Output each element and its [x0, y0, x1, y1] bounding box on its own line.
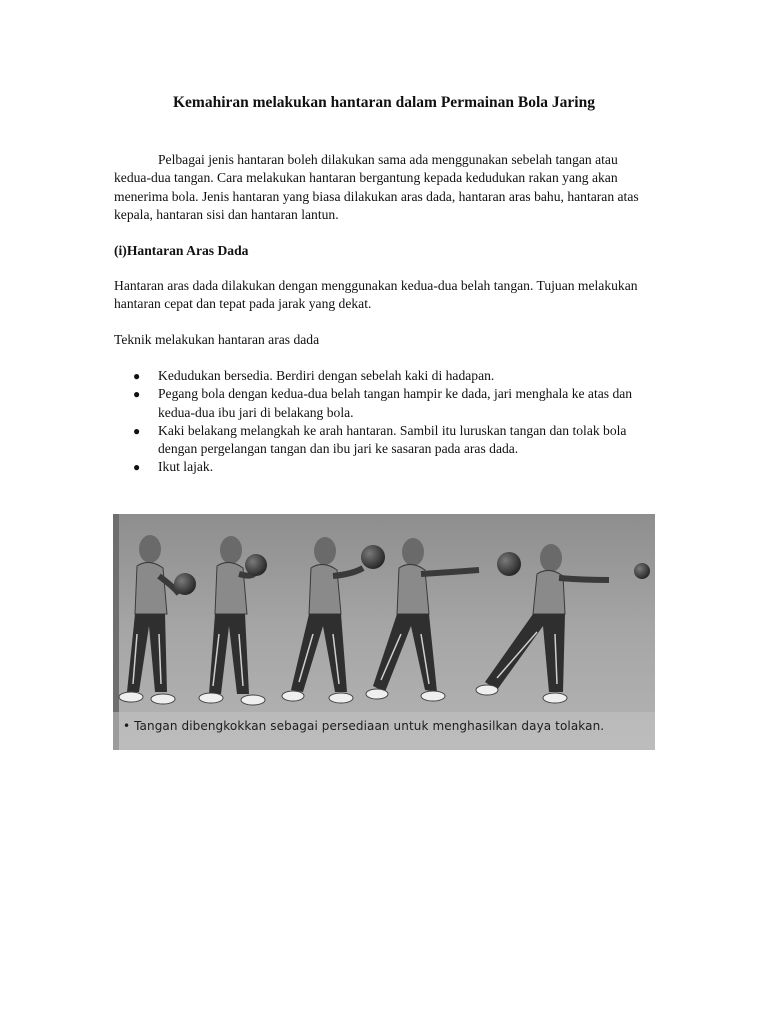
list-item: ● Kaki belakang melangkah ke arah hantaran. Sambil itu luruskan tangan dan tolak bola dengan pergelangan tangan dan ibu jari ke sasaran pada aras dada.	[133, 422, 627, 457]
technique-list	[114, 367, 654, 477]
document-title: Kemahiran melakukan hantaran dalam Permainan Bola Jaring	[173, 94, 595, 111]
bullet-icon: ●	[133, 460, 141, 475]
section-heading: (i)Hantaran Aras Dada	[114, 243, 249, 258]
section-paragraph: Hantaran aras dada dilakukan dengan menggunakan kedua-dua belah tangan. Tujuan melakukan hantaran cepat dan tepat pada jarak yang dekat.	[114, 278, 638, 312]
figure-caption: • Tangan dibengkokkan sebagai persediaan untuk menghasilkan daya tolakan.	[123, 719, 605, 733]
chest-pass-sequence-graphic	[113, 514, 655, 750]
technique-heading: Teknik melakukan hantaran aras dada	[114, 332, 320, 347]
chest-pass-illustration	[113, 514, 655, 750]
bullet-icon: ●	[133, 369, 141, 383]
intro-paragraph: Pelbagai jenis hantaran boleh dilakukan sama ada menggunakan sebelah tangan atau kedua-dua tangan. Cara melakukan hantaran bergantung kepada kedudukan rakan yang akan menerima bola. Jenis hantaran yang biasa dilakukan aras dada, hantaran aras bahu, hantaran atas kepala, hantaran sisi dan hantaran lantun.	[114, 152, 639, 222]
list-item: ● Ikut lajak.	[114, 458, 654, 476]
list-item: ● Pegang bola dengan kedua-dua belah tangan hampir ke dada, jari menghala ke atas dan kedua-dua ibu jari di belakang bola.	[133, 386, 633, 420]
bullet-icon: ●	[133, 387, 141, 402]
list-item: ● Kedudukan bersedia. Berdiri dengan sebelah kaki di hadapan.	[114, 367, 654, 385]
bullet-icon: ●	[133, 423, 141, 438]
